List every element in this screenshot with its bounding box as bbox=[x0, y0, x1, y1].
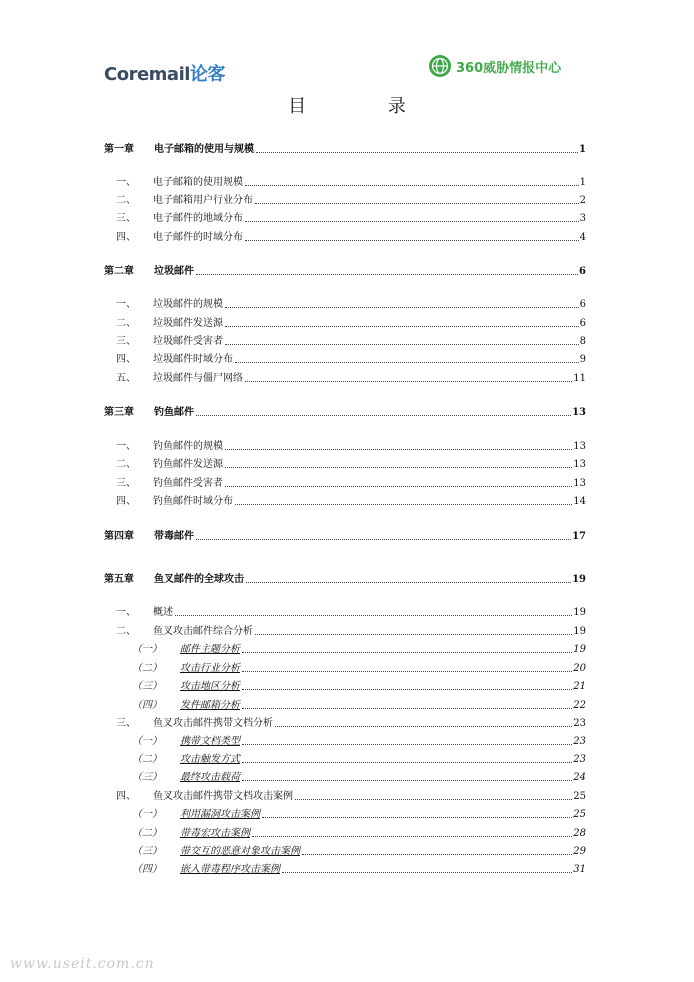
toc-entry-number: 一、 bbox=[116, 177, 136, 188]
toc-entry[interactable] bbox=[132, 698, 586, 712]
toc-entry-number: 三、 bbox=[116, 213, 136, 224]
page-title: 目 录 bbox=[288, 96, 444, 117]
toc-leader-dots bbox=[225, 486, 572, 487]
toc-entry[interactable] bbox=[132, 734, 586, 748]
toc-entry-label: 携带文档类型 bbox=[180, 736, 240, 747]
toc-entry-number: （三） bbox=[132, 846, 162, 857]
toc-entry-label: 鱼叉攻击邮件携带文档分析 bbox=[153, 718, 273, 729]
360-logo bbox=[428, 53, 561, 79]
toc-entry-number: 二、 bbox=[116, 318, 136, 329]
toc-entry-number: （一） bbox=[132, 736, 162, 747]
toc-entry[interactable] bbox=[132, 661, 586, 675]
toc-leader-dots bbox=[245, 240, 579, 241]
toc-leader-dots bbox=[245, 185, 579, 186]
toc-entry-number: （二） bbox=[132, 754, 162, 765]
toc-leader-dots bbox=[262, 817, 572, 818]
toc-entry-page: 1 bbox=[579, 144, 586, 155]
toc-entry-page: 19 bbox=[572, 574, 586, 585]
toc-entry-label: 带交互的恶意对象攻击案例 bbox=[180, 846, 300, 857]
toc-entry[interactable] bbox=[104, 142, 586, 156]
toc-entry-number: 第五章 bbox=[104, 574, 134, 585]
toc-entry-label: 最终攻击载荷 bbox=[180, 772, 240, 783]
toc-entry-page: 6 bbox=[579, 266, 586, 277]
toc-entry-number: 三、 bbox=[116, 478, 136, 489]
toc-entry-number: （一） bbox=[132, 644, 162, 655]
toc-entry[interactable] bbox=[104, 264, 586, 278]
toc-entry-page: 4 bbox=[579, 232, 586, 243]
toc-entry-page: 6 bbox=[579, 299, 586, 310]
toc-entry-number: （三） bbox=[132, 772, 162, 783]
toc-entry-page: 28 bbox=[573, 828, 586, 839]
toc-entry[interactable] bbox=[104, 230, 586, 244]
toc-entry[interactable] bbox=[104, 297, 586, 311]
toc-entry-number: （二） bbox=[132, 663, 162, 674]
toc-entry[interactable] bbox=[104, 175, 586, 189]
toc-leader-dots bbox=[256, 152, 578, 153]
toc-leader-dots bbox=[242, 652, 572, 653]
toc-entry-number: （三） bbox=[132, 681, 162, 692]
toc-leader-dots bbox=[225, 467, 572, 468]
toc-entry-number: 一、 bbox=[116, 607, 136, 618]
toc-entry[interactable] bbox=[132, 862, 586, 876]
toc-entry-label: 发件邮箱分析 bbox=[180, 700, 240, 711]
toc-leader-dots bbox=[235, 362, 579, 363]
toc-leader-dots bbox=[225, 307, 579, 308]
toc-entry-page: 11 bbox=[573, 373, 586, 384]
toc-entry-number: 四、 bbox=[116, 354, 136, 365]
toc-entry-label: 垃圾邮件 bbox=[154, 266, 194, 277]
toc-entry-page: 19 bbox=[573, 644, 586, 655]
toc-entry-page: 19 bbox=[573, 607, 586, 618]
toc-entry-label: 嵌入带毒程序攻击案例 bbox=[180, 864, 280, 875]
toc-entry-number: 第三章 bbox=[104, 407, 134, 418]
toc-entry[interactable] bbox=[104, 316, 586, 330]
toc-leader-dots bbox=[196, 415, 571, 416]
toc-leader-dots bbox=[175, 615, 572, 616]
toc-entry-label: 攻击地区分析 bbox=[180, 681, 240, 692]
toc-leader-dots bbox=[225, 344, 579, 345]
toc-entry[interactable] bbox=[132, 844, 586, 858]
toc-leader-dots bbox=[295, 799, 572, 800]
toc-entry-label: 攻击行业分析 bbox=[180, 663, 240, 674]
toc-leader-dots bbox=[242, 780, 572, 781]
toc-entry-label: 垃圾邮件的规模 bbox=[153, 299, 223, 310]
toc-entry-label: 电子邮箱用户行业分布 bbox=[153, 195, 253, 206]
toc-entry-number: 三、 bbox=[116, 336, 136, 347]
toc-entry[interactable] bbox=[132, 770, 586, 784]
toc-entry[interactable] bbox=[104, 334, 586, 348]
toc-leader-dots bbox=[245, 221, 579, 222]
toc-entry-label: 攻击触发方式 bbox=[180, 754, 240, 765]
toc-entry-number: 第二章 bbox=[104, 266, 134, 277]
toc-entry-label: 垃圾邮件发送源 bbox=[153, 318, 223, 329]
toc-entry-label: 钓鱼邮件发送源 bbox=[153, 459, 223, 470]
watermark: www.useit.com.cn bbox=[10, 956, 155, 972]
toc-entry-label: 钓鱼邮件时域分布 bbox=[153, 496, 233, 507]
toc-entry-label: 概述 bbox=[153, 607, 173, 618]
toc-entry[interactable] bbox=[104, 572, 586, 586]
coremail-logo-cn: 论客 bbox=[189, 64, 225, 85]
toc-entry-label: 电子邮件的地域分布 bbox=[153, 213, 243, 224]
coremail-logo bbox=[104, 60, 225, 86]
toc-leader-dots bbox=[242, 671, 572, 672]
toc-entry-label: 鱼叉攻击邮件携带文档攻击案例 bbox=[153, 791, 293, 802]
toc-entry-page: 14 bbox=[573, 496, 586, 507]
toc-entry-label: 钓鱼邮件 bbox=[154, 407, 194, 418]
toc-leader-dots bbox=[196, 539, 571, 540]
toc-entry-label: 电子邮箱的使用与规模 bbox=[154, 144, 254, 155]
toc-entry-page: 20 bbox=[573, 663, 586, 674]
toc-entry-number: （二） bbox=[132, 828, 162, 839]
toc-entry-label: 利用漏洞攻击案例 bbox=[180, 809, 260, 820]
toc-entry-number: 二、 bbox=[116, 459, 136, 470]
toc-entry-page: 13 bbox=[573, 459, 586, 470]
toc-entry-number: 第一章 bbox=[104, 144, 134, 155]
toc-leader-dots bbox=[242, 708, 572, 709]
toc-leader-dots bbox=[255, 634, 572, 635]
toc-entry-number: 二、 bbox=[116, 626, 136, 637]
toc-entry-number: 五、 bbox=[116, 373, 136, 384]
toc-leader-dots bbox=[196, 274, 578, 275]
toc-leader-dots bbox=[225, 326, 579, 327]
toc-entry-page: 23 bbox=[573, 736, 586, 747]
toc-entry-page: 25 bbox=[573, 809, 586, 820]
toc-leader-dots bbox=[225, 449, 572, 450]
toc-leader-dots bbox=[245, 381, 572, 382]
toc-leader-dots bbox=[242, 744, 572, 745]
toc-entry-number: 三、 bbox=[116, 718, 136, 729]
toc-leader-dots bbox=[255, 203, 579, 204]
toc-entry[interactable] bbox=[104, 605, 586, 619]
toc-entry[interactable] bbox=[104, 624, 586, 638]
toc-entry-label: 鱼叉邮件的全球攻击 bbox=[154, 574, 244, 585]
toc-entry-page: 23 bbox=[573, 718, 586, 729]
toc-entry-number: （四） bbox=[132, 700, 162, 711]
toc-leader-dots bbox=[242, 762, 572, 763]
toc-entry[interactable] bbox=[104, 494, 586, 508]
toc-entry[interactable] bbox=[132, 752, 586, 766]
toc-entry-page: 13 bbox=[573, 441, 586, 452]
toc-leader-dots bbox=[246, 582, 571, 583]
toc-entry[interactable] bbox=[132, 807, 586, 821]
toc-entry-label: 钓鱼邮件的规模 bbox=[153, 441, 223, 452]
toc-leader-dots bbox=[282, 872, 572, 873]
toc-entry-page: 21 bbox=[573, 681, 586, 692]
toc-leader-dots bbox=[235, 504, 572, 505]
toc-leader-dots bbox=[302, 854, 572, 855]
toc-entry-label: 鱼叉攻击邮件综合分析 bbox=[153, 626, 253, 637]
toc-entry-label: 电子邮件的时域分布 bbox=[153, 232, 243, 243]
toc-leader-dots bbox=[275, 726, 572, 727]
toc-entry[interactable] bbox=[132, 826, 586, 840]
toc-entry-number: 第四章 bbox=[104, 531, 134, 542]
toc-entry[interactable] bbox=[104, 529, 586, 543]
toc-entry-label: 带毒邮件 bbox=[154, 531, 194, 542]
coremail-logo-latin: Coremail bbox=[104, 64, 190, 85]
toc-entry-number: 二、 bbox=[116, 195, 136, 206]
toc-entry[interactable] bbox=[104, 476, 586, 490]
toc-entry-number: 四、 bbox=[116, 791, 136, 802]
toc-entry-label: 邮件主题分析 bbox=[180, 644, 240, 655]
toc-entry-page: 31 bbox=[573, 864, 586, 875]
toc-entry-page: 23 bbox=[573, 754, 586, 765]
360-logo-text: 360威胁情报中心 bbox=[456, 60, 562, 76]
toc-entry[interactable] bbox=[104, 716, 586, 730]
toc-entry-page: 13 bbox=[573, 478, 586, 489]
toc-entry-label: 带毒宏攻击案例 bbox=[180, 828, 250, 839]
toc-entry-number: 一、 bbox=[116, 441, 136, 452]
toc-entry-page: 29 bbox=[573, 846, 586, 857]
toc-entry-number: 一、 bbox=[116, 299, 136, 310]
toc-leader-dots bbox=[242, 689, 572, 690]
globe-icon bbox=[428, 54, 452, 78]
toc-entry-page: 2 bbox=[579, 195, 586, 206]
toc-entry[interactable] bbox=[104, 371, 586, 385]
toc-entry-number: （四） bbox=[132, 864, 162, 875]
toc-entry-label: 电子邮箱的使用规模 bbox=[153, 177, 243, 188]
toc-entry-label: 钓鱼邮件受害者 bbox=[153, 478, 223, 489]
toc-entry[interactable] bbox=[132, 642, 586, 656]
toc-entry[interactable] bbox=[104, 211, 586, 225]
toc-entry[interactable] bbox=[104, 193, 586, 207]
toc-entry-page: 9 bbox=[579, 354, 586, 365]
toc-entry-label: 垃圾邮件与僵尸网络 bbox=[153, 373, 243, 384]
toc-entry-page: 25 bbox=[573, 791, 586, 802]
toc-entry-label: 垃圾邮件时域分布 bbox=[153, 354, 233, 365]
toc-entry-label: 垃圾邮件受害者 bbox=[153, 336, 223, 347]
toc-entry-page: 19 bbox=[573, 626, 586, 637]
toc-entry-number: （一） bbox=[132, 809, 162, 820]
toc-entry[interactable] bbox=[104, 352, 586, 366]
toc-entry[interactable] bbox=[104, 405, 586, 419]
toc-leader-dots bbox=[252, 836, 572, 837]
toc-entry[interactable] bbox=[104, 789, 586, 803]
toc-entry-page: 22 bbox=[573, 700, 586, 711]
toc-entry[interactable] bbox=[132, 679, 586, 693]
toc-entry-number: 四、 bbox=[116, 496, 136, 507]
toc-entry[interactable] bbox=[104, 457, 586, 471]
toc-entry-page: 24 bbox=[573, 772, 586, 783]
toc-entry-page: 8 bbox=[579, 336, 586, 347]
toc-entry-page: 13 bbox=[572, 407, 586, 418]
toc-entry-number: 四、 bbox=[116, 232, 136, 243]
toc-entry-page: 1 bbox=[579, 177, 586, 188]
toc-entry-page: 17 bbox=[572, 531, 586, 542]
toc-entry-page: 6 bbox=[579, 318, 586, 329]
toc-entry[interactable] bbox=[104, 439, 586, 453]
toc-entry-page: 3 bbox=[579, 213, 586, 224]
